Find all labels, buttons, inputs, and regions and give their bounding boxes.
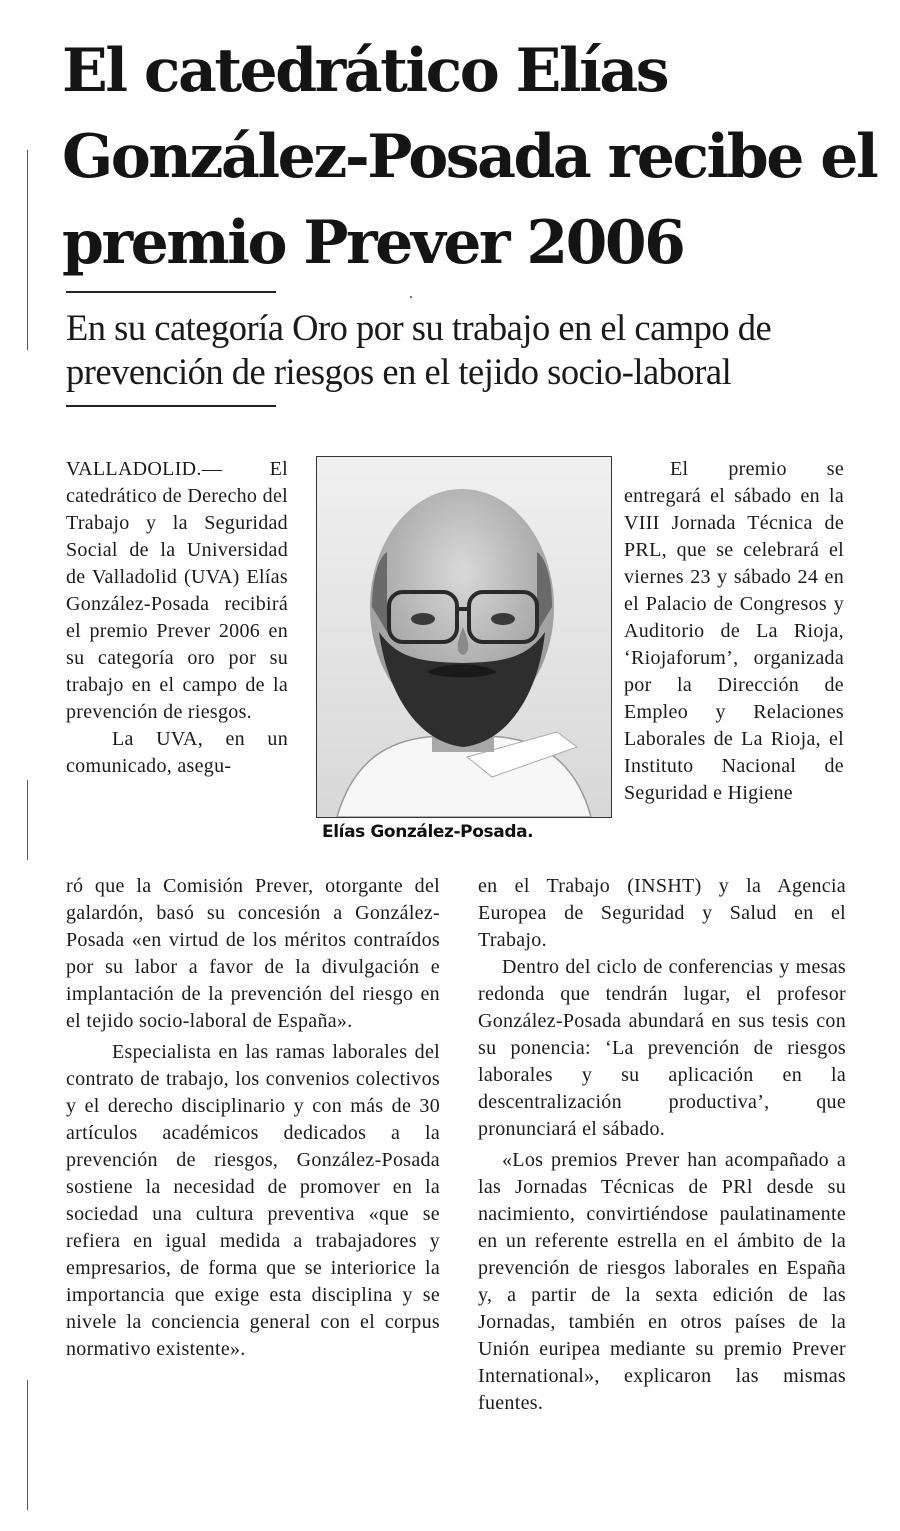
article-paragraph: Dentro del ciclo de conferencias y mesas redonda que tendrán lugar, el profesor González-Posada abundará en sus tesis con su ponencia: ‘La prevención de riesgos laborales y su aplicación en la descentralización productiva’, que pronunciará el sábado. [478, 956, 846, 1140]
subheadline: En su categoría Oro por su trabajo en el campo de prevención de riesgos en el tejido socio-laboral [66, 307, 772, 392]
article-paragraph: en el Trabajo (INSHT) y la Agencia Europea de Seguridad y Salud en el Trabajo. [478, 875, 846, 951]
scan-speck [410, 296, 412, 298]
article-paragraph: VALLADOLID.— El catedrático de Derecho del Trabajo y la Seguridad Social de la Universidad de Valladolid (UVA) Elías González-Posada recibirá el premio Prever 2006 en su categoría oro por su trabajo en el campo de la prevención de riesgos. [66, 458, 288, 723]
article-column-right-upper [624, 456, 844, 807]
article-column-left-upper [66, 456, 288, 780]
portrait-image [317, 457, 611, 817]
headline: El catedrático Elías González-Posada recibe el premio Prever 2006 [62, 36, 877, 278]
divider-top [66, 291, 276, 293]
article-column-right-lower [478, 873, 846, 1417]
article-paragraph: Especialista en las ramas laborales del contrato de trabajo, los convenios colectivos y el derecho disciplinario y con más de 30 artículos académicos dedicados a la prevención de riesgos, González-Posada sostiene la necesidad de promover en la sociedad una cultura preventiva «que se refiera en igual medida a trabajadores y empresarios, de forma que se interiorice la importancia que exige esta disciplina y se nivele la conciencia general con el corpus normativo existente». [66, 1041, 440, 1360]
article-paragraph: La UVA, en un comunicado, asegu- [66, 728, 288, 777]
article-paragraph: El premio se entregará el sábado en la VIII Jornada Técnica de PRL, que se celebrará el viernes 23 y sábado 24 en el Palacio de Congresos y Auditorio de La Rioja, ‘Riojaforum’, organizada por la Dirección de Empleo y Relaciones Laborales de La Rioja, el Instituto Nacional de Seguridad e Higiene [624, 458, 844, 804]
scan-edge-line [27, 1380, 28, 1510]
divider-bottom [66, 405, 276, 407]
portrait-photo [316, 456, 612, 818]
article-paragraph: ró que la Comisión Prever, otorgante del galardón, basó su concesión a González-Posada «en virtud de los méritos contraídos por su labor a favor de la divulgación e implantación de la prevención del riesgo en el tejido socio-laboral de España». [66, 875, 440, 1032]
scan-edge-line [27, 780, 28, 860]
photo-caption: Elías González-Posada. [322, 822, 534, 842]
article-column-left-lower [66, 873, 440, 1363]
article-paragraph: «Los premios Prever han acompañado a las Jornadas Técnicas de PRl desde su nacimiento, convirtiéndose paulatinamente en un referente estrella en el ámbito de la prevención de riesgos laborales en España y, a partir de la sexta edición de las Jornadas, también en otros países de la Unión euripea mediante su premio Prever International», explicaron las mismas fuentes. [478, 1149, 846, 1414]
scan-edge-line [27, 150, 28, 350]
